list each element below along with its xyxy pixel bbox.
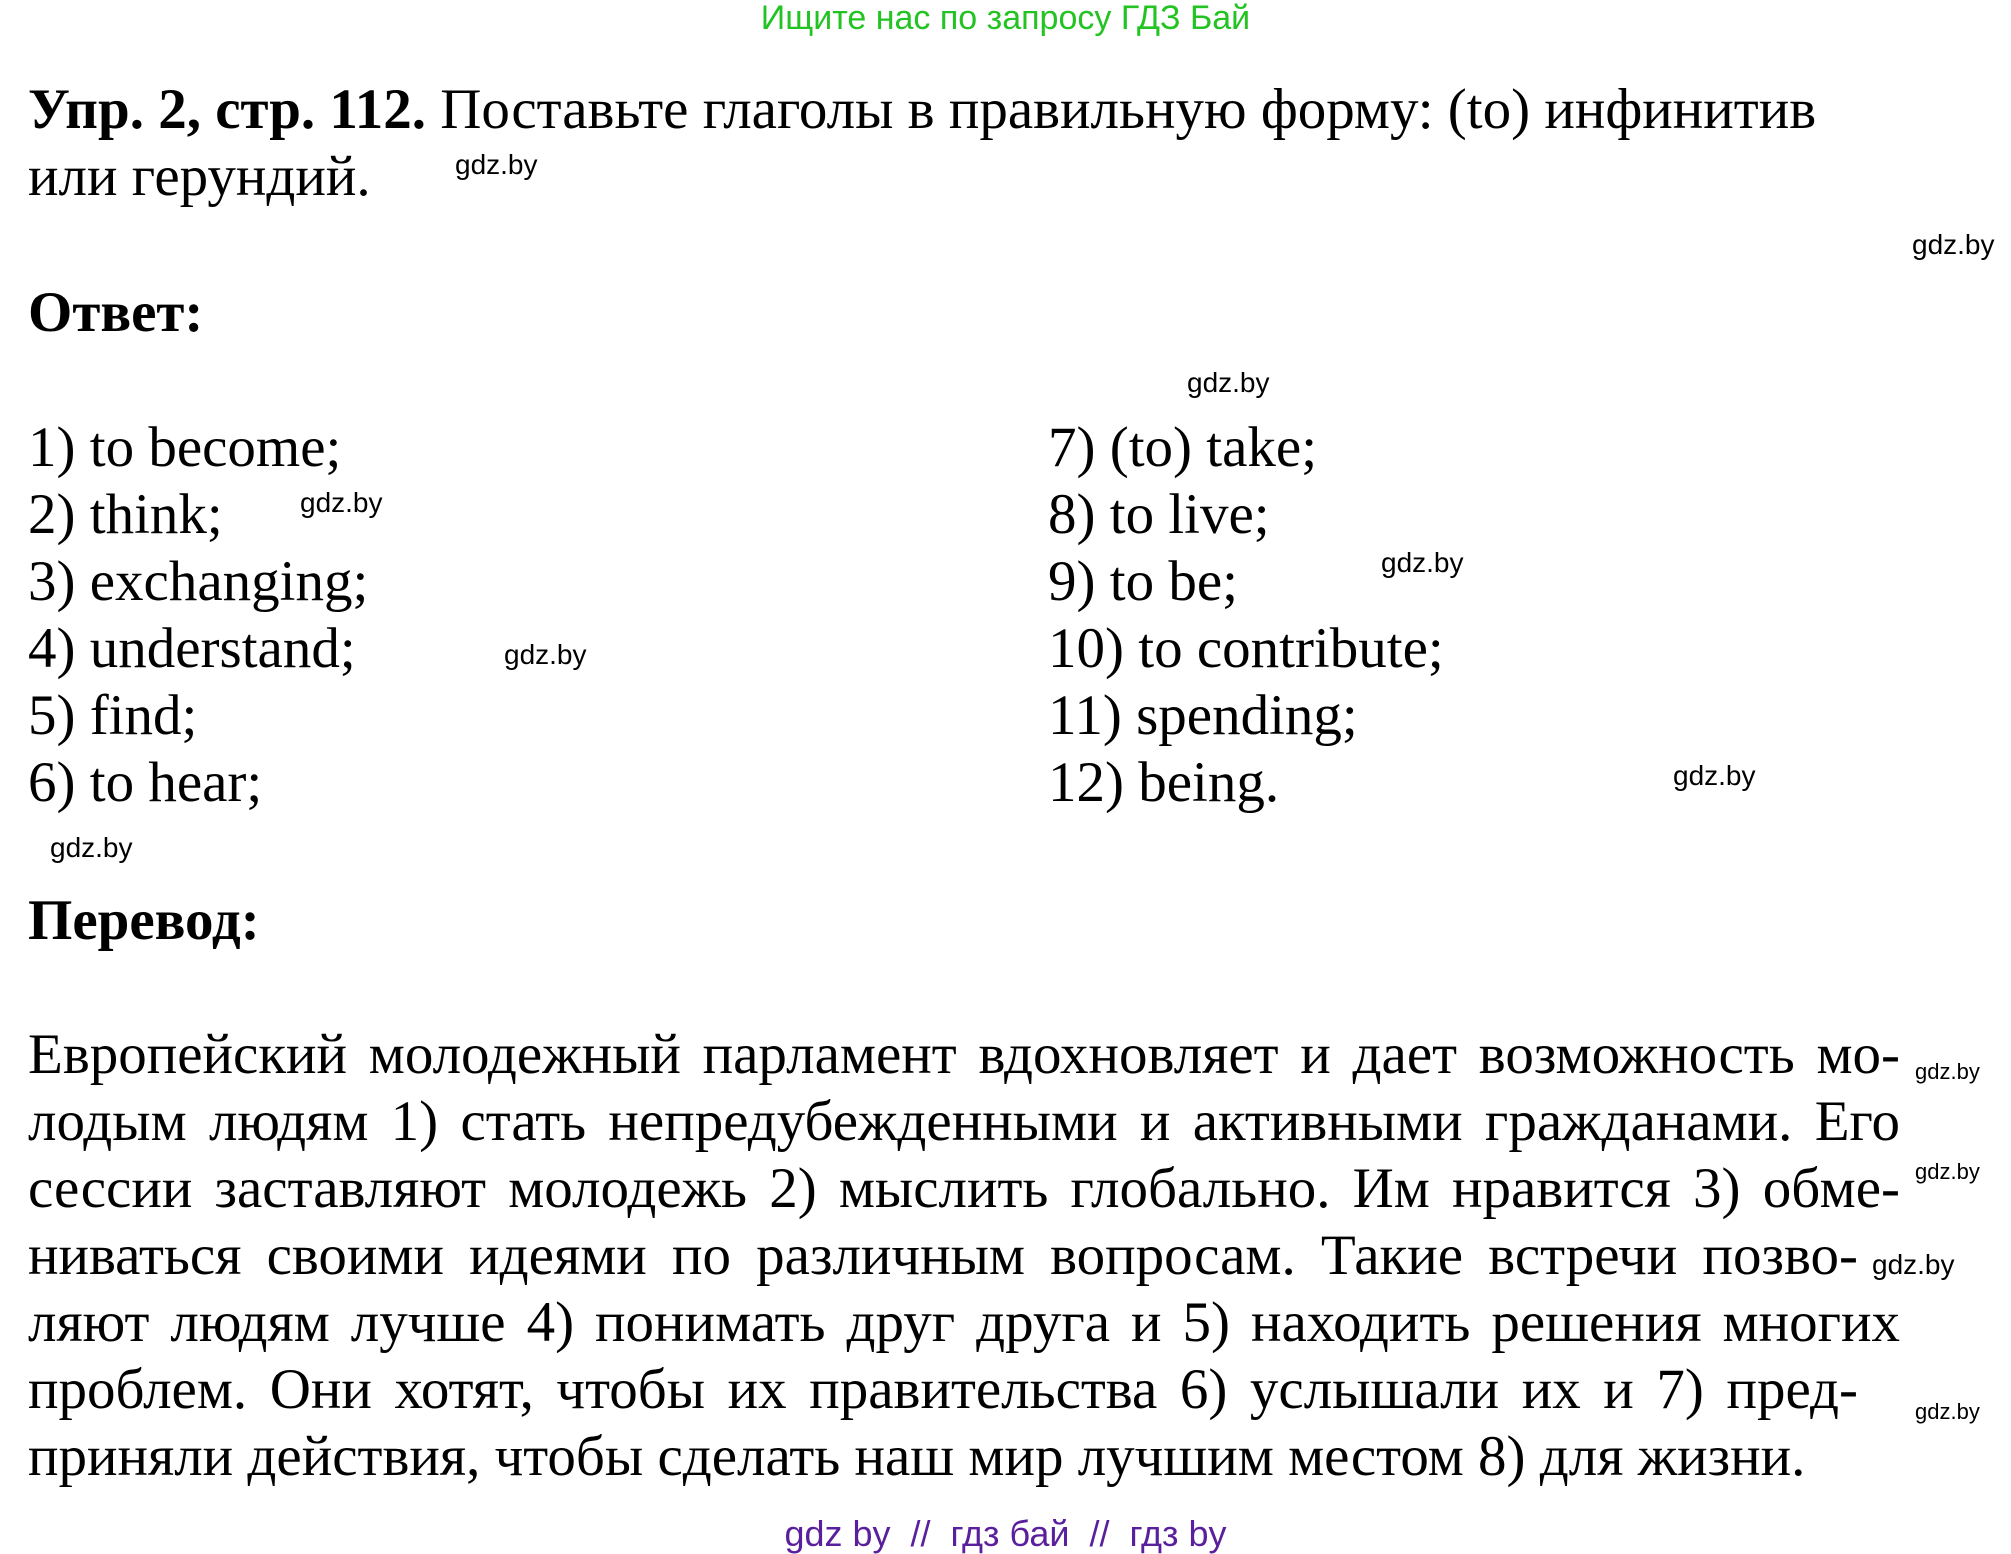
header-watermark[interactable]: Ищите нас по запросу ГДЗ Бай <box>760 0 1251 37</box>
answer-item: 1) to become; <box>28 416 342 479</box>
watermark: gdz.by <box>1912 229 1995 260</box>
translation-heading: Перевод: <box>28 889 260 952</box>
answer-item: 7) (to) take; <box>1048 416 1318 479</box>
watermark: gdz.by <box>50 832 133 863</box>
translation-line: лодым людям 1) стать непредубежденными и активными гражданами. Его <box>28 1090 1900 1153</box>
watermark: gdz.by <box>1915 1059 1980 1084</box>
watermark: gdz.by <box>455 149 538 180</box>
watermark: gdz.by <box>1915 1159 1980 1184</box>
answer-item: 4) understand; <box>28 617 356 680</box>
translation-line: проблем. Они хотят, чтобы их правительства 6) услышали их и 7) пред- <box>28 1358 1858 1421</box>
answer-item: 11) spending; <box>1048 684 1358 747</box>
answer-item: 12) being. <box>1048 751 1280 814</box>
exercise-number: Упр. 2, стр. 112. <box>28 78 426 141</box>
watermark: gdz.by <box>1673 760 1756 791</box>
watermark: gdz.by <box>300 487 383 518</box>
exercise-instruction: Поставьте глаголы в правильную форму: (to) инфинитив <box>426 78 1817 141</box>
translation-line: ляют людям лучше 4) понимать друг друга и 5) находить решения многих <box>28 1291 1900 1354</box>
watermark: gdz.by <box>1187 367 1270 398</box>
watermark: gdz.by <box>1381 547 1464 578</box>
translation-line: приняли действия, чтобы сделать наш мир лучшим местом 8) для жизни. <box>28 1425 1806 1488</box>
answer-item: 9) to be; <box>1048 550 1238 613</box>
answer-item: 5) find; <box>28 684 198 747</box>
answer-item: 2) think; <box>28 483 223 546</box>
exercise-title-line1 <box>28 76 1816 143</box>
answer-item: 6) to hear; <box>28 751 263 814</box>
footer-watermark[interactable]: gdz by // гдз бай // гдз by <box>784 1513 1227 1554</box>
translation-line: сессии заставляют молодежь 2) мыслить глобально. Им нравится 3) обме- <box>28 1157 1900 1220</box>
translation-line: Европейский молодежный парламент вдохновляет и дает возможность мо- <box>28 1023 1900 1086</box>
answer-item: 3) exchanging; <box>28 550 369 613</box>
answer-item: 10) to contribute; <box>1048 617 1444 680</box>
exercise-title-line2: или герундий. <box>28 145 371 208</box>
watermark: gdz.by <box>1915 1399 1980 1424</box>
answer-heading: Ответ: <box>28 281 204 344</box>
watermark: gdz.by <box>504 639 587 670</box>
watermark: gdz.by <box>1872 1249 1955 1280</box>
answer-item: 8) to live; <box>1048 483 1270 546</box>
translation-line: ниваться своими идеями по различным вопросам. Такие встречи позво- <box>28 1224 1858 1287</box>
